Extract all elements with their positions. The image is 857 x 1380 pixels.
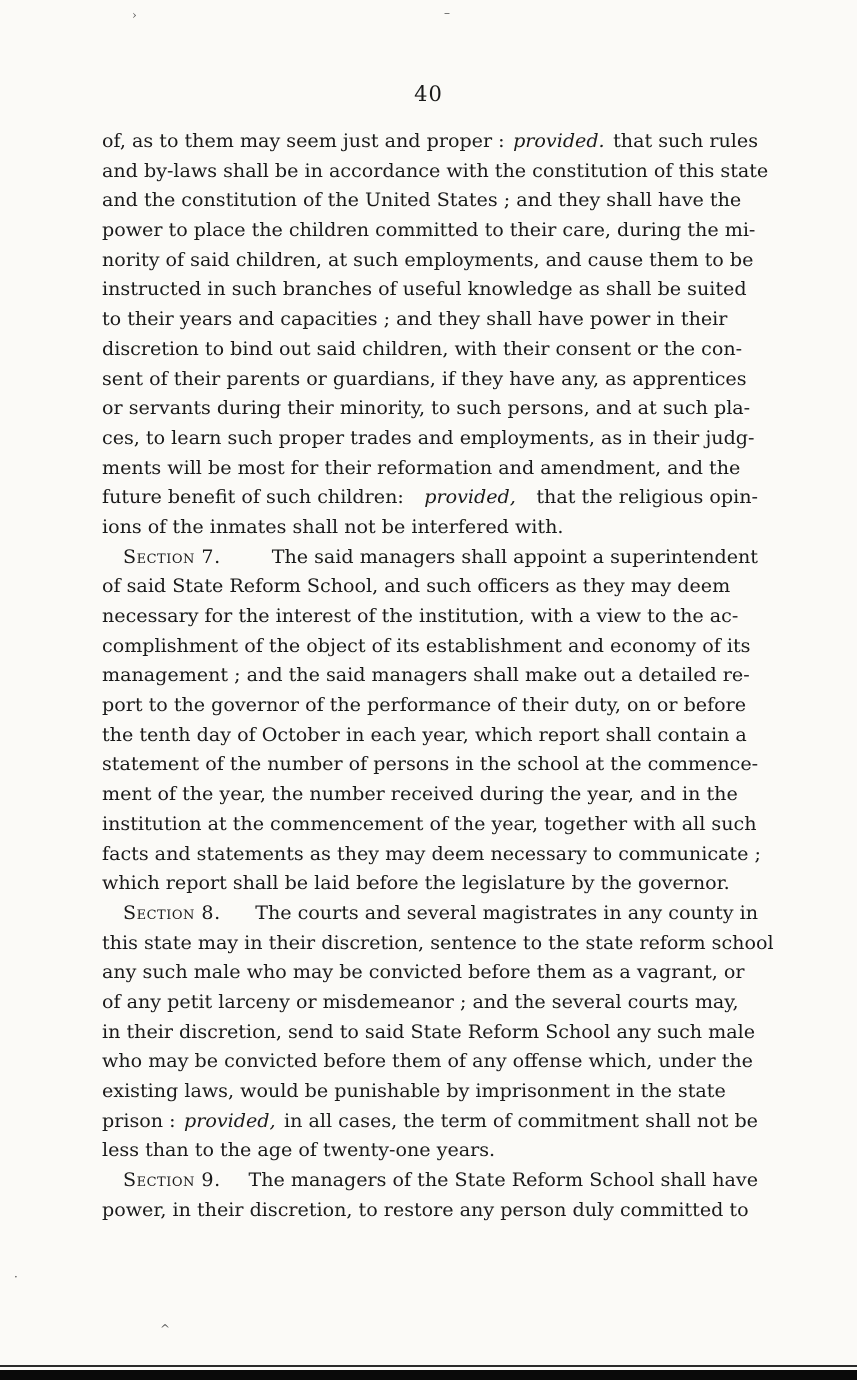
text-line: nority of said children, at such employments, and cause them to be (102, 247, 754, 271)
text-line: in their discretion, send to said State Reform School any such male (102, 1019, 756, 1043)
text-line: facts and statements as they may deem necessary to communicate ; (102, 841, 761, 865)
section-8-first-line: Section 8. The courts and several magistrates in any county in (102, 898, 758, 928)
text-line: ces, to learn such proper trades and employments, as in their judg- (102, 425, 755, 449)
stray-mark-top-left: › (132, 8, 137, 22)
section-7-first-line: Section 7. The said managers shall appoint a superintendent (102, 542, 758, 572)
text-line: statement of the number of persons in the school at the commence- (102, 752, 759, 776)
text-line: which report shall be laid before the legislature by the governor. (102, 871, 730, 895)
section-9-first-line: Section 9. The managers of the State Reform School shall have (102, 1165, 758, 1195)
text-line: management ; and the said managers shall make out a detailed re- (102, 663, 750, 687)
text-line: or servants during their minority, to such persons, and at such pla- (102, 396, 751, 420)
text-line: institution at the commencement of the year, together with all such (102, 811, 757, 835)
text-line: future benefit of such children: provided, that the religious opin- (102, 485, 758, 509)
text-line: instructed in such branches of useful knowledge as shall be suited (102, 277, 747, 301)
bottom-rule (0, 1370, 857, 1380)
text-line: power to place the children committed to their care, during the mi- (102, 218, 756, 242)
text-line: necessary for the interest of the institution, with a view to the ac- (102, 604, 739, 627)
section-9-label: Section 9. (123, 1168, 221, 1192)
text-line: port to the governor of the performance of their duty, on or before (102, 693, 747, 717)
text-line: prison : provided, in all cases, the term of commitment shall not be (102, 1108, 758, 1132)
text-line: any such male who may be convicted before them as a vagrant, or (102, 960, 745, 984)
text-line: of said State Reform School, and such officers as they may deem (102, 574, 731, 598)
text-line: discretion to bind out said children, with their consent or the con- (102, 336, 743, 360)
text-line: and the constitution of the United States ; and they shall have the (102, 188, 742, 212)
text-line: ments will be most for their reformation and amendment, and the (102, 455, 741, 479)
text-line: ions of the inmates shall not be interfered with. (102, 514, 564, 538)
stray-mark-bottom-left: · (14, 1270, 18, 1284)
stray-mark-bottom-center: ^ (160, 1322, 171, 1336)
bottom-rule-thin (0, 1365, 857, 1367)
text-line: less than to the age of twenty-one years. (102, 1138, 496, 1162)
body-text (102, 126, 774, 1224)
text-line: complishment of the object of its establishment and economy of its (102, 633, 751, 657)
page-number: 40 (414, 82, 443, 106)
stray-mark-top-center: – (444, 6, 450, 20)
section-8-label: Section 8. (123, 900, 221, 924)
text-line: power, in their discretion, to restore any person duly committed to (102, 1197, 749, 1221)
text-line: to their years and capacities ; and they shall have power in their (102, 307, 728, 331)
text-line: of any petit larceny or misdemeanor ; and the several courts may, (102, 989, 739, 1013)
section-7-label: Section 7. (123, 544, 221, 568)
text-line: existing laws, would be punishable by imprisonment in the state (102, 1079, 726, 1102)
text-line: who may be convicted before them of any offense which, under the (102, 1049, 753, 1073)
text-line: ment of the year, the number received during the year, and in the (102, 782, 738, 806)
text-line: sent of their parents or guardians, if they have any, as apprentices (102, 366, 747, 390)
text-line: this state may in their discretion, sentence to the state reform school (102, 930, 774, 954)
text-line: the tenth day of October in each year, which report shall contain a (102, 722, 747, 746)
text-line: of, as to them may seem just and proper : provided. that such rules (102, 129, 758, 152)
text-line: and by-laws shall be in accordance with the constitution of this state (102, 158, 769, 182)
